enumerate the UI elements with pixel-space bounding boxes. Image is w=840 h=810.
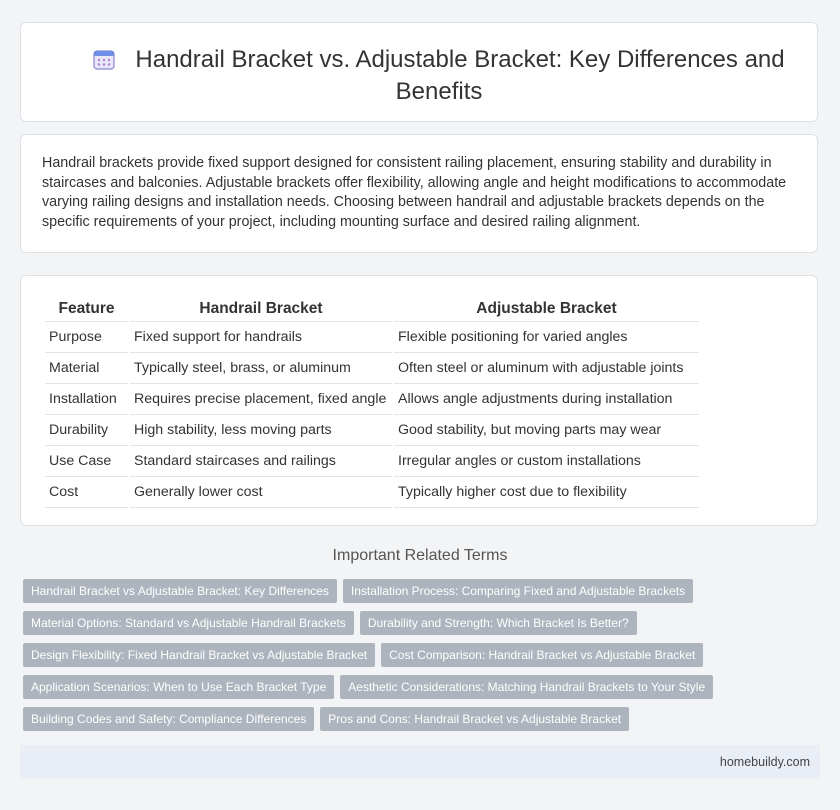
related-term-tag[interactable]: Aesthetic Considerations: Matching Handrail Brackets to Your Style [340,675,713,699]
table-cell-feature: Use Case [45,446,128,477]
table-row [45,477,699,508]
related-term-tag[interactable]: Cost Comparison: Handrail Bracket vs Adjustable Bracket [381,643,703,667]
related-term-tag[interactable]: Application Scenarios: When to Use Each Bracket Type [23,675,334,699]
table-cell-handrail: Standard staircases and railings [130,446,392,477]
related-terms-title: Important Related Terms [332,547,508,564]
calendar-icon [93,48,115,77]
related-term-tag[interactable]: Pros and Cons: Handrail Bracket vs Adjustable Bracket [320,707,629,731]
header-adjustable-bracket: Adjustable Bracket [394,295,699,322]
table-cell-feature: Cost [45,477,128,508]
table-cell-handrail: High stability, less moving parts [130,415,392,446]
title-card [20,22,818,122]
table-cell-feature: Durability [45,415,128,446]
related-terms-list [23,579,813,739]
table-row [45,353,699,384]
table-cell-handrail: Requires precise placement, fixed angle [130,384,392,415]
related-term-tag[interactable]: Installation Process: Comparing Fixed and Adjustable Brackets [343,579,693,603]
comparison-table [43,295,701,508]
table-cell-adjustable: Often steel or aluminum with adjustable joints [394,353,699,384]
footer [20,745,820,779]
related-term-tag[interactable]: Handrail Bracket vs Adjustable Bracket: Key Differences [23,579,337,603]
comparison-card [20,275,818,526]
page-title [81,45,797,106]
table-cell-adjustable: Flexible positioning for varied angles [394,322,699,353]
table-cell-handrail: Typically steel, brass, or aluminum [130,353,392,384]
table-cell-feature: Installation [45,384,128,415]
table-cell-handrail: Fixed support for handrails [130,322,392,353]
table-cell-adjustable: Good stability, but moving parts may wear [394,415,699,446]
header-handrail-bracket: Handrail Bracket [130,295,392,322]
table-cell-adjustable: Allows angle adjustments during installation [394,384,699,415]
related-term-tag[interactable]: Material Options: Standard vs Adjustable Handrail Brackets [23,611,354,635]
related-term-tag[interactable]: Building Codes and Safety: Compliance Differences [23,707,314,731]
table-cell-adjustable: Typically higher cost due to flexibility [394,477,699,508]
table-row [45,446,699,477]
table-cell-feature: Purpose [45,322,128,353]
table-cell-handrail: Generally lower cost [130,477,392,508]
footer-site-link[interactable]: homebuildy.com [719,755,810,769]
header-feature: Feature [45,295,128,322]
table-header-row [45,295,699,322]
intro-card [20,134,818,253]
table-cell-feature: Material [45,353,128,384]
table-row [45,415,699,446]
page-title-text: Handrail Bracket vs. Adjustable Bracket: Key Differences and Benefits [135,46,785,105]
intro-paragraph: Handrail brackets provide fixed support designed for consistent railing placement, ensuring stability and durability in staircases and balconies. Adjustable brackets offer flexibility, allowing angle and height modifications to accommodate varying railing designs and installation needs. Choosing between handrail and adjustable brackets depends on the specific requirements of your project, including mounting surface and desired railing alignment. [42,155,787,230]
related-term-tag[interactable]: Design Flexibility: Fixed Handrail Bracket vs Adjustable Bracket [23,643,375,667]
table-row [45,384,699,415]
table-row [45,322,699,353]
table-cell-adjustable: Irregular angles or custom installations [394,446,699,477]
related-term-tag[interactable]: Durability and Strength: Which Bracket Is Better? [360,611,637,635]
